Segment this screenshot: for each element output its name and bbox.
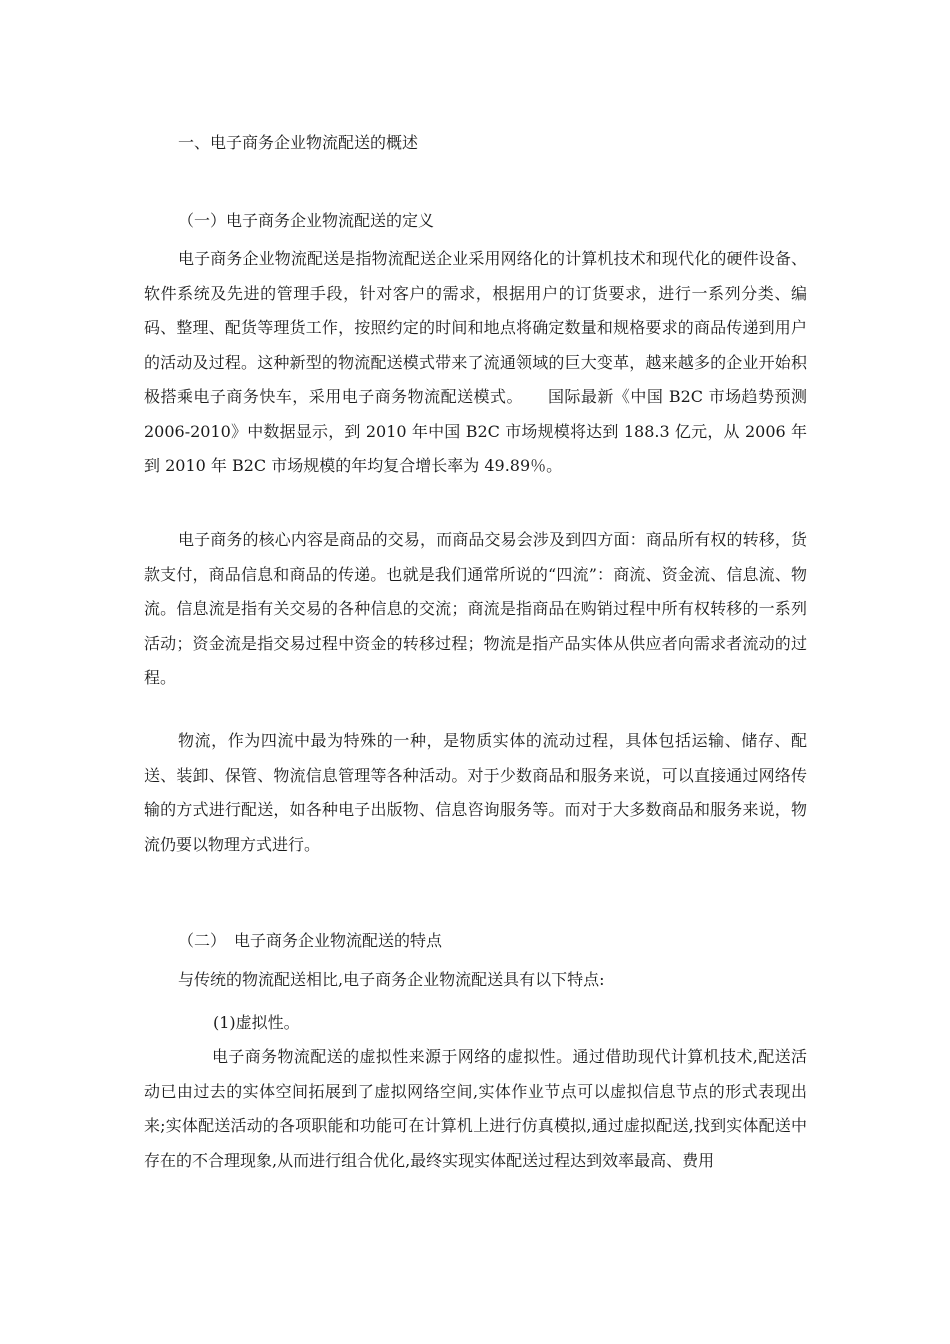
features-intro: 与传统的物流配送相比,电子商务企业物流配送具有以下特点: <box>178 970 605 989</box>
chapter-heading: 一、电子商务企业物流配送的概述 <box>178 133 419 152</box>
paragraph-definition: 电子商务企业物流配送是指物流配送企业采用网络化的计算机技术和现代化的硬件设备、软件系统及先进的管理手段，针对客户的需求，根据用户的订货要求，进行一系列分类、编码、整理、配货等理货工作，按照约定的时间和地点将确定数量和规格要求的商品传递到用户的活动及过程。这种新型的物流配送模式带来了流通领域的巨大变革，越来越多的企业开始积极搭乘电子商务快车，采用电子商务物流配送模式。 国际最新《中国 B2C 市场趋势预测 2006-2010》中数据显示，到 2010 年中国 B2C 市场规模将达到 188.3 亿元，从 2006 年到 2010 年 B2C 市场规模的年均复合增长率为 49.89％。 <box>144 249 807 475</box>
paragraph-virtuality: 电子商务物流配送的虚拟性来源于网络的虚拟性。通过借助现代计算机技术,配送活动已由过去的实体空间拓展到了虚拟网络空间,实体作业节点可以虚拟信息节点的形式表现出来;实体配送活动的各项职能和功能可在计算机上进行仿真模拟,通过虚拟配送,找到实体配送中存在的不合理现象,从而进行组合优化,最终实现实体配送过程达到效率最高、费用 <box>144 1047 807 1170</box>
paragraph-four-flows: 电子商务的核心内容是商品的交易，而商品交易会涉及到四方面：商品所有权的转移，货款支付，商品信息和商品的传递。也就是我们通常所说的“四流”：商流、资金流、信息流、物流。信息流是指有关交易的各种信息的交流；商流是指商品在购销过程中所有权转移的一系列活动；资金流是指交易过程中资金的转移过程；物流是指产品实体从供应者向需求者流动的过程。 <box>144 530 807 687</box>
section-heading-features: （二） 电子商务企业物流配送的特点 <box>178 931 443 950</box>
paragraph-logistics: 物流，作为四流中最为特殊的一种，是物质实体的流动过程，具体包括运输、储存、配送、装卸、保管、物流信息管理等各种活动。对于少数商品和服务来说，可以直接通过网络传输的方式进行配送，如各种电子出版物、信息咨询服务等。而对于大多数商品和服务来说，物流仍要以物理方式进行。 <box>144 731 807 854</box>
feature-item-virtuality: (1)虚拟性。 <box>213 1013 300 1032</box>
section-heading-definition: （一）电子商务企业物流配送的定义 <box>178 211 435 230</box>
